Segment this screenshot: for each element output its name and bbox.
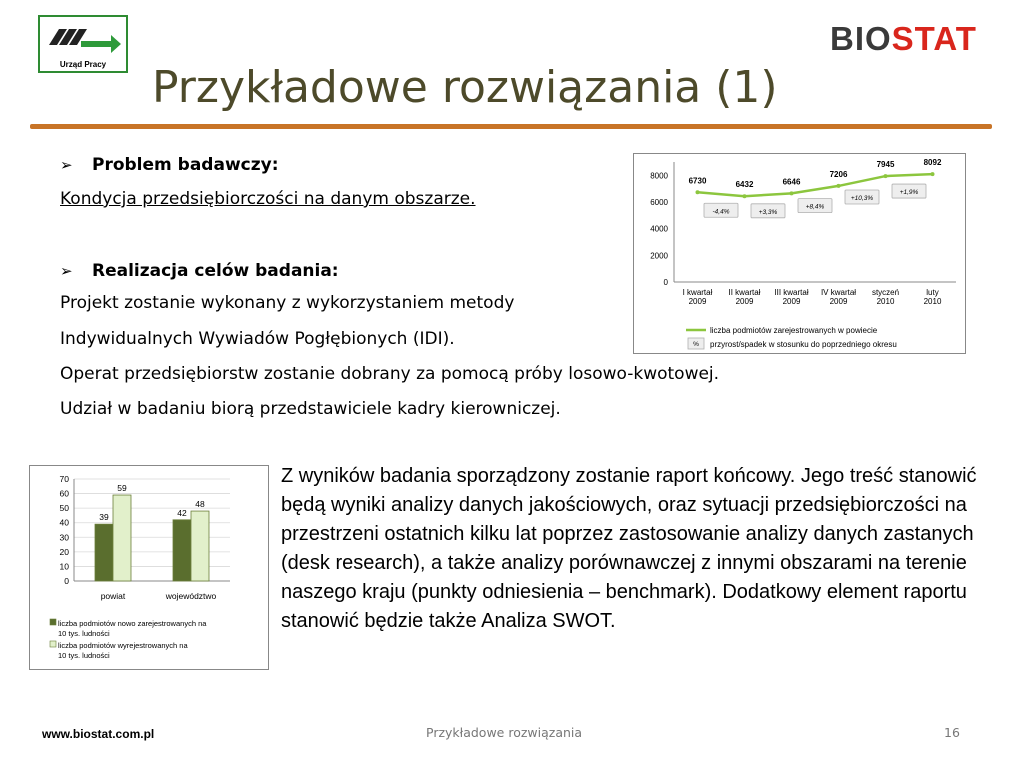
- data-label: 6730: [688, 176, 707, 186]
- y-tick-label: 50: [59, 503, 69, 514]
- section1-text: Kondycja przedsiębiorczości na danym obszarze.: [60, 189, 476, 209]
- legend-swatch: [50, 619, 56, 625]
- x-tick-label: 2009: [782, 297, 801, 306]
- annotation-label: +1,9%: [899, 189, 919, 197]
- data-label: 7945: [876, 160, 895, 170]
- x-tick-label: województwo: [165, 591, 217, 601]
- bar: [113, 495, 131, 581]
- data-label: 6432: [735, 180, 754, 190]
- x-tick-label: 2009: [688, 297, 707, 306]
- biostat-logo: [830, 20, 977, 58]
- annotation-label: +10,3%: [850, 194, 874, 202]
- biostat-logo-part1: BIO: [830, 20, 892, 57]
- bullet-arrow-icon: ➢: [60, 156, 73, 174]
- line-chart-frame: [633, 153, 966, 354]
- y-tick-label: 70: [59, 474, 69, 484]
- legend-label: liczba podmiotów wyrejestrowanych na: [58, 641, 188, 650]
- annotation-label: +3,3%: [758, 208, 778, 216]
- y-tick-label: 2000: [650, 251, 668, 261]
- footer-title: Przykładowe rozwiązania: [426, 725, 583, 740]
- data-label: 6646: [782, 177, 801, 187]
- y-tick-label: 6000: [650, 198, 668, 207]
- legend-annotation-symbol: %: [693, 341, 699, 348]
- data-label: 48: [195, 499, 205, 510]
- slide-title: Przykładowe rozwiązania (1): [152, 62, 778, 113]
- legend-label: liczba podmiotów nowo zarejestrowanych na: [58, 619, 207, 628]
- footer-url-text: www.biostat.com.pl: [42, 727, 155, 741]
- bar-chart-frame: [29, 465, 269, 670]
- data-label: 59: [117, 483, 127, 494]
- y-tick-label: 30: [59, 532, 69, 543]
- x-tick-label: IV kwartał: [820, 288, 857, 297]
- data-point: [790, 191, 794, 195]
- section2-heading: Realizacja celów badania:: [91, 261, 339, 281]
- annotation-label: +8,4%: [805, 203, 825, 211]
- section2-line: Indywidualnych Wywiadów Pogłębionych (IDI).: [60, 329, 455, 349]
- y-tick-label: 40: [59, 517, 69, 528]
- legend-swatch: [50, 641, 56, 647]
- y-tick-label: 0: [663, 278, 668, 287]
- section2-line: Udział w badaniu biorą przedstawiciele kadry kierowniczej.: [60, 399, 561, 419]
- line-chart: [634, 154, 965, 353]
- legend-label: liczba podmiotów zarejestrowanych w powiecie: [710, 326, 878, 335]
- biostat-logo-part2: STAT: [891, 20, 977, 57]
- data-label: 8092: [923, 158, 942, 168]
- data-label: 42: [177, 507, 187, 518]
- data-point: [696, 190, 700, 194]
- y-tick-label: 20: [59, 546, 69, 557]
- data-point: [931, 172, 935, 176]
- data-label: 7206: [829, 169, 848, 179]
- data-point: [884, 174, 888, 178]
- x-tick-label: luty: [926, 288, 939, 297]
- y-tick-label: 60: [59, 488, 69, 499]
- bar: [95, 524, 113, 581]
- y-tick-label: 0: [64, 576, 69, 586]
- footer-url[interactable]: [42, 727, 154, 741]
- data-label: 39: [99, 512, 109, 523]
- x-tick-label: I kwartał: [682, 288, 713, 297]
- section2-line: Operat przedsiębiorstw zostanie dobrany za pomocą próby losowo-kwotowej.: [60, 364, 720, 384]
- annotation-label: -4,4%: [712, 208, 730, 216]
- x-tick-label: 2009: [735, 297, 754, 306]
- y-tick-label: 4000: [650, 224, 668, 234]
- urzad-pracy-logo: [38, 15, 128, 73]
- x-tick-label: 2009: [829, 297, 848, 306]
- x-tick-label: III kwartał: [774, 288, 809, 297]
- section2-heading-row: [60, 261, 339, 281]
- x-tick-label: powiat: [100, 591, 126, 601]
- section1-heading-row: [60, 155, 279, 175]
- y-tick-label: 10: [59, 561, 69, 572]
- bar: [191, 511, 209, 581]
- bullet-arrow-icon: ➢: [60, 262, 73, 280]
- x-tick-label: styczeń: [871, 288, 900, 297]
- page-number: 16: [944, 725, 960, 740]
- legend-label: 10 tys. ludności: [58, 629, 110, 638]
- bar-chart: [30, 466, 268, 669]
- y-tick-label: 8000: [650, 171, 668, 181]
- data-point: [743, 194, 747, 198]
- x-tick-label: 2010: [923, 297, 942, 306]
- section1-heading: Problem badawczy:: [91, 155, 279, 175]
- bar: [173, 520, 191, 581]
- urzad-pracy-emblem-icon: [41, 19, 127, 59]
- report-paragraph: Z wyników badania sporządzony zostanie raport końcowy. Jego treść stanowić będą wyniki analizy danych jakościowych, oraz sytuacji przedsiębiorczości na przestrzeni ostatnich kilku lat poprzez zastosowanie analizy danych zastanych (desk research), a także analizy porównawczej z innymi obszarami na terenie naszego kraju (punkty odniesienia – benchmark). Dodatkowy element raportu stanowić będzie także Analiza SWOT.: [281, 465, 977, 632]
- data-point: [837, 184, 841, 188]
- title-divider: [30, 124, 992, 129]
- x-tick-label: 2010: [876, 297, 895, 306]
- urzad-pracy-label: Urząd Pracy: [59, 60, 107, 69]
- section2-line: Projekt zostanie wykonany z wykorzystaniem metody: [60, 293, 515, 313]
- legend-label: przyrost/spadek w stosunku do poprzedniego okresu: [710, 340, 897, 349]
- legend-label: 10 tys. ludności: [58, 651, 110, 660]
- x-tick-label: II kwartał: [728, 288, 761, 297]
